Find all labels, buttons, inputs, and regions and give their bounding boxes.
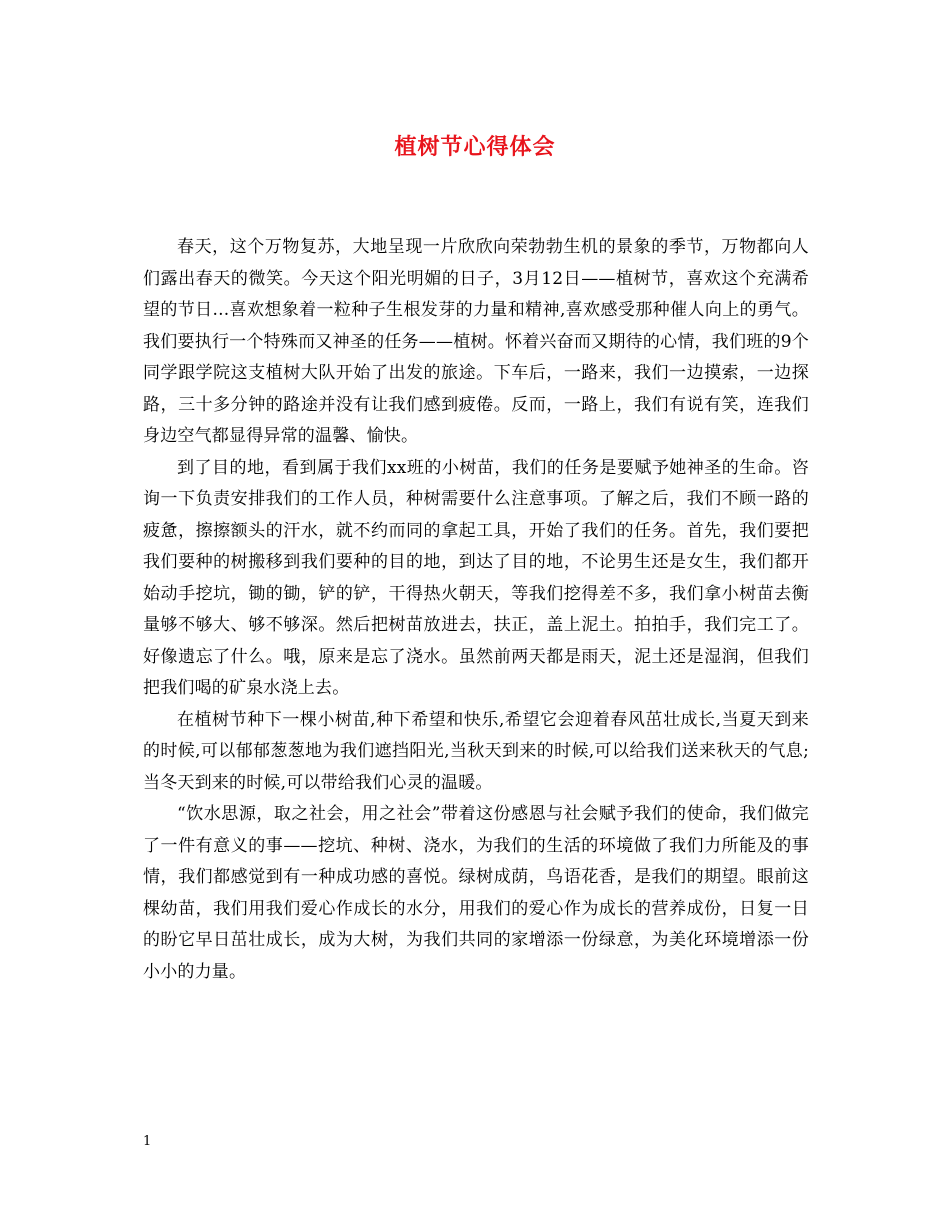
document-title: 植树节心得体会 bbox=[394, 134, 556, 160]
paragraph-4: “饮水思源，取之社会，用之社会”带着这份感恩与社会赋予我们的使命，我们做完了一件有意义的事——挖坑、种树、浇水，为我们的生活的环境做了我们力所能及的事情，我们都感觉到有一种成功感的喜悦。绿树成荫，鸟语花香，是我们的期望。眼前这棵幼苗，我们用我们爱心作成长的水分，用我们的爱心作为成长的营养成份，日复一日的盼它早日茁壮成长，成为大树，为我们共同的家增添一份绿意，为美化环境增添一份小小的力量。 bbox=[143, 804, 809, 982]
page-number: 1 bbox=[143, 1134, 152, 1149]
paragraph-3: 在植树节种下一棵小树苗,种下希望和快乐,希望它会迎着春风茁壮成长,当夏天到来的时候,可以郁郁葱葱地为我们遮挡阳光,当秋天到来的时候,可以给我们送来秋天的气息;当冬天到来的时候,可以带给我们心灵的温暖。 bbox=[143, 709, 809, 793]
paragraph-1: 春天，这个万物复苏，大地呈现一片欣欣向荣勃勃生机的景象的季节，万物都向人们露出春天的微笑。今天这个阳光明媚的日子，3月12日——植树节，喜欢这个充满希望的节日...喜欢想象着一粒种子生根发芽的力量和精神,喜欢感受那种催人向上的勇气。我们要执行一个特殊而又神圣的任务——植树。怀着兴奋而又期待的心情，我们班的9个同学跟学院这支植树大队开始了出发的旅途。下车后，一路来，我们一边摸索，一边探路，三十多分钟的路途并没有让我们感到疲倦。反而，一路上，我们有说有笑，连我们身边空气都显得异常的温馨、愉快。 bbox=[143, 237, 809, 446]
document-body bbox=[143, 232, 809, 988]
paragraph-2: 到了目的地，看到属于我们xx班的小树苗，我们的任务是要赋予她神圣的生命。咨询一下负责安排我们的工作人员，种树需要什么注意事项。了解之后，我们不顾一路的疲惫，擦擦额头的汗水，就不约而同的拿起工具，开始了我们的任务。首先，我们要把我们要种的树搬移到我们要种的目的地，到达了目的地，不论男生还是女生，我们都开始动手挖坑，锄的锄，铲的铲，干得热火朝天，等我们挖得差不多，我们拿小树苗去衡量够不够大、够不够深。然后把树苗放进去，扶正，盖上泥土。拍拍手，我们完工了。好像遗忘了什么。哦，原来是忘了浇水。虽然前两天都是雨天，泥土还是湿润，但我们把我们喝的矿泉水浇上去。 bbox=[143, 457, 809, 698]
